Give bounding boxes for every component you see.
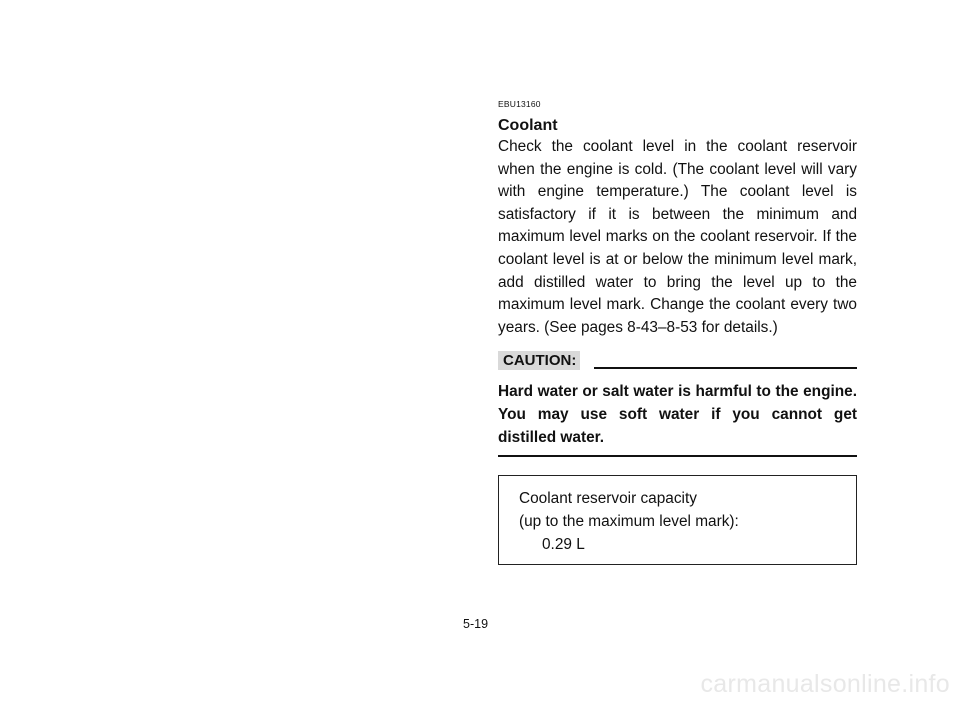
caution-bottom-rule bbox=[498, 455, 857, 457]
spec-title: Coolant reservoir capacity bbox=[519, 490, 697, 507]
caution-label: CAUTION: bbox=[498, 351, 580, 370]
page-number: 5-19 bbox=[463, 617, 489, 631]
coolant-instructions: Check the coolant level in the coolant reservoir when the engine is cold. (The coolant level will vary with engine temperature.) The coolant level is satisfactory if it is between the minimum and maximum level marks on the coolant reservoir. If the coolant level is at or below the minimum level mark, add distilled water to bring the level up to the maximum level mark. Change the coolant every two years. (See pages 8-43–8-53 for details.) bbox=[498, 138, 857, 336]
spec-value: 0.29 L bbox=[542, 536, 585, 553]
watermark: carmanualsonline.info bbox=[700, 670, 950, 698]
document-code: EBU13160 bbox=[498, 99, 541, 109]
spec-subtitle: (up to the maximum level mark): bbox=[519, 513, 739, 530]
main-column bbox=[498, 98, 857, 457]
caution-top-rule bbox=[594, 367, 857, 369]
caution-header bbox=[498, 350, 857, 370]
capacity-spec-box bbox=[498, 475, 857, 565]
caution-text: Hard water or salt water is harmful to the engine. You may use soft water if you cannot get distilled water. bbox=[498, 383, 857, 446]
section-title: Coolant bbox=[498, 117, 558, 134]
